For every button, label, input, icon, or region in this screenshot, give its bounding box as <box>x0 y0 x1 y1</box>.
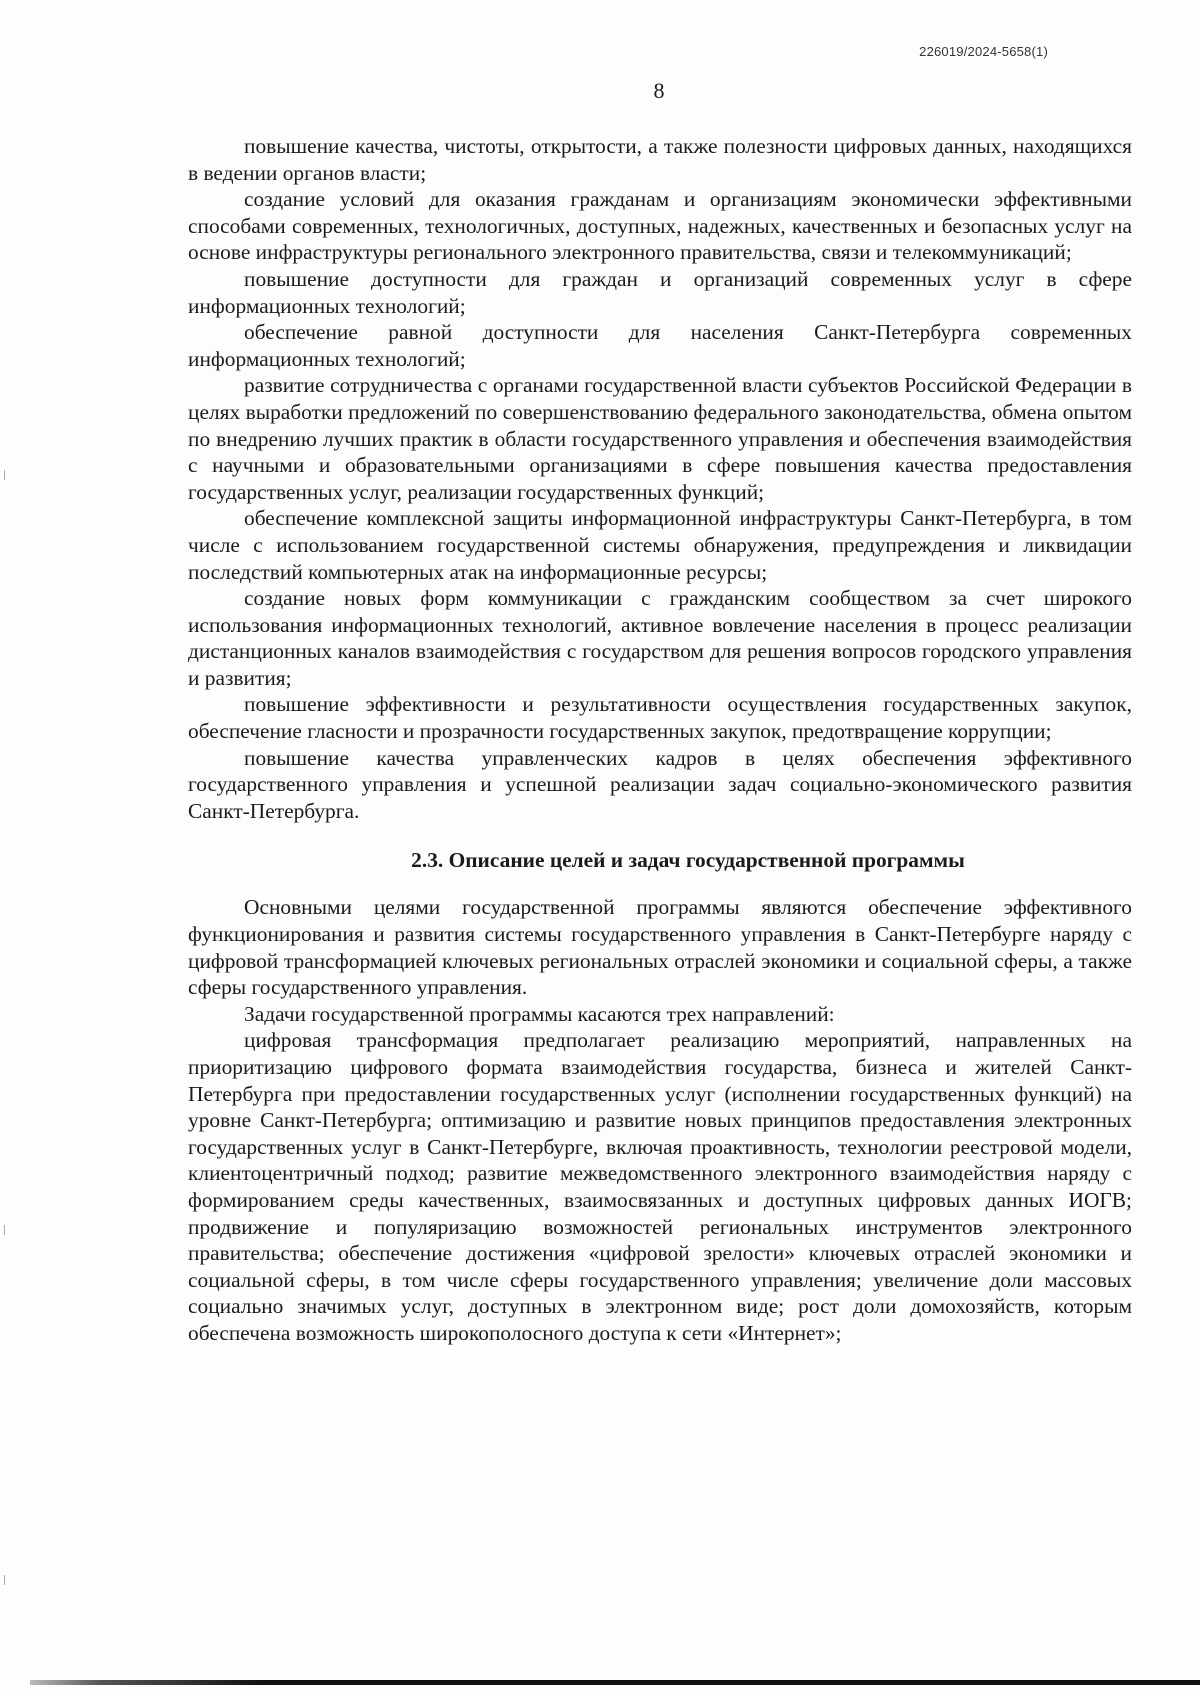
paragraph: повышение эффективности и результативности осуществления государственных закупок, обеспечение гласности и прозрачности государственных закупок, предотвращение коррупции; <box>188 692 1132 744</box>
section-title: 2.3. Описание целей и задач государственной программы <box>411 848 965 873</box>
paragraph: повышение качества, чистоты, открытости, а также полезности цифровых данных, находящихся в ведении органов власти; <box>188 134 1132 185</box>
paragraph: создание новых форм коммуникации с гражданским сообществом за счет широкого использования информационных технологий, активное вовлечение населения в процесс реализации дистанционных каналов взаимодействия с государством для решения вопросов городского управления и развития; <box>188 586 1132 690</box>
page-number: 8 <box>653 78 665 103</box>
bottom-scan-edge <box>30 1680 1200 1685</box>
paragraph: Основными целями государственной программы являются обеспечение эффективного функционирования и развития системы государственного управления в Санкт-Петербурге наряду с цифровой трансформацией ключевых региональных отраслей экономики и социальной сферы, а также сферы государственного управления. <box>188 895 1132 1000</box>
paragraph: Задачи государственной программы касаются трех направлений: <box>244 1001 835 1026</box>
paragraph: цифровая трансформация предполагает реализацию мероприятий, направленных на приоритизацию цифрового формата взаимодействия государства, бизнеса и жителей Санкт-Петербурга при предоставлении государственных услуг (исполнении государственных функций) на уровне Санкт-Петербурга; оптимизацию и развитие новых принципов предоставления электронных государственных услуг в Санкт-Петербурге, включая проактивность, технологии реестровой модели, клиентоцентричный подход; развитие межведомственного электронного взаимодействия наряду с формированием среды качественных, взаимосвязанных и доступных цифровых данных ИОГВ; продвижение и популяризацию возможностей региональных инструментов электронного правительства; обеспечение достижения «цифровой зрелости» ключевых отраслей экономики и социальной сферы, в том числе сферы государственного управления; увеличение доли массовых социально значимых услуг, доступных в электронном виде; рост доли домохозяйств, которым обеспечена возможность широкополосного доступа к сети «Интернет»; <box>188 1028 1132 1345</box>
paragraph: повышение качества управленческих кадров в целях обеспечения эффективного государственного управления и успешной реализации задач социально-экономического развития Санкт-Петербурга. <box>188 745 1132 823</box>
scan-mark <box>4 1575 5 1585</box>
scan-mark <box>4 470 5 480</box>
paragraph: развитие сотрудничества с органами государственной власти субъектов Российской Федерации в целях выработки предложений по совершенствованию федерального законодательства, обмена опытом по внедрению лучших практик в области государственного управления и обеспечения взаимодействия с научными и образовательными организациями в сфере повышения качества предоставления государственных услуг, реализации государственных функций; <box>188 373 1132 504</box>
paragraph: создание условий для оказания гражданам и организациям экономически эффективными способами современных, технологичных, доступных, надежных, качественных и безопасных услуг на основе инфраструктуры регионального электронного правительства, связи и телекоммуникаций; <box>188 187 1132 265</box>
document-id: 226019/2024-5658(1) <box>919 44 1048 59</box>
scan-mark <box>4 1225 5 1235</box>
paragraph: повышение доступности для граждан и организаций современных услуг в сфере информационных технологий; <box>188 266 1132 318</box>
paragraph: обеспечение равной доступности для населения Санкт-Петербурга современных информационных технологий; <box>188 320 1132 371</box>
paragraph: обеспечение комплексной защиты информационной инфраструктуры Санкт-Петербурга, в том числе с использованием государственной системы обнаружения, предупреждения и ликвидации последствий компьютерных атак на информационные ресурсы; <box>188 506 1132 584</box>
document-body <box>188 133 1132 1347</box>
